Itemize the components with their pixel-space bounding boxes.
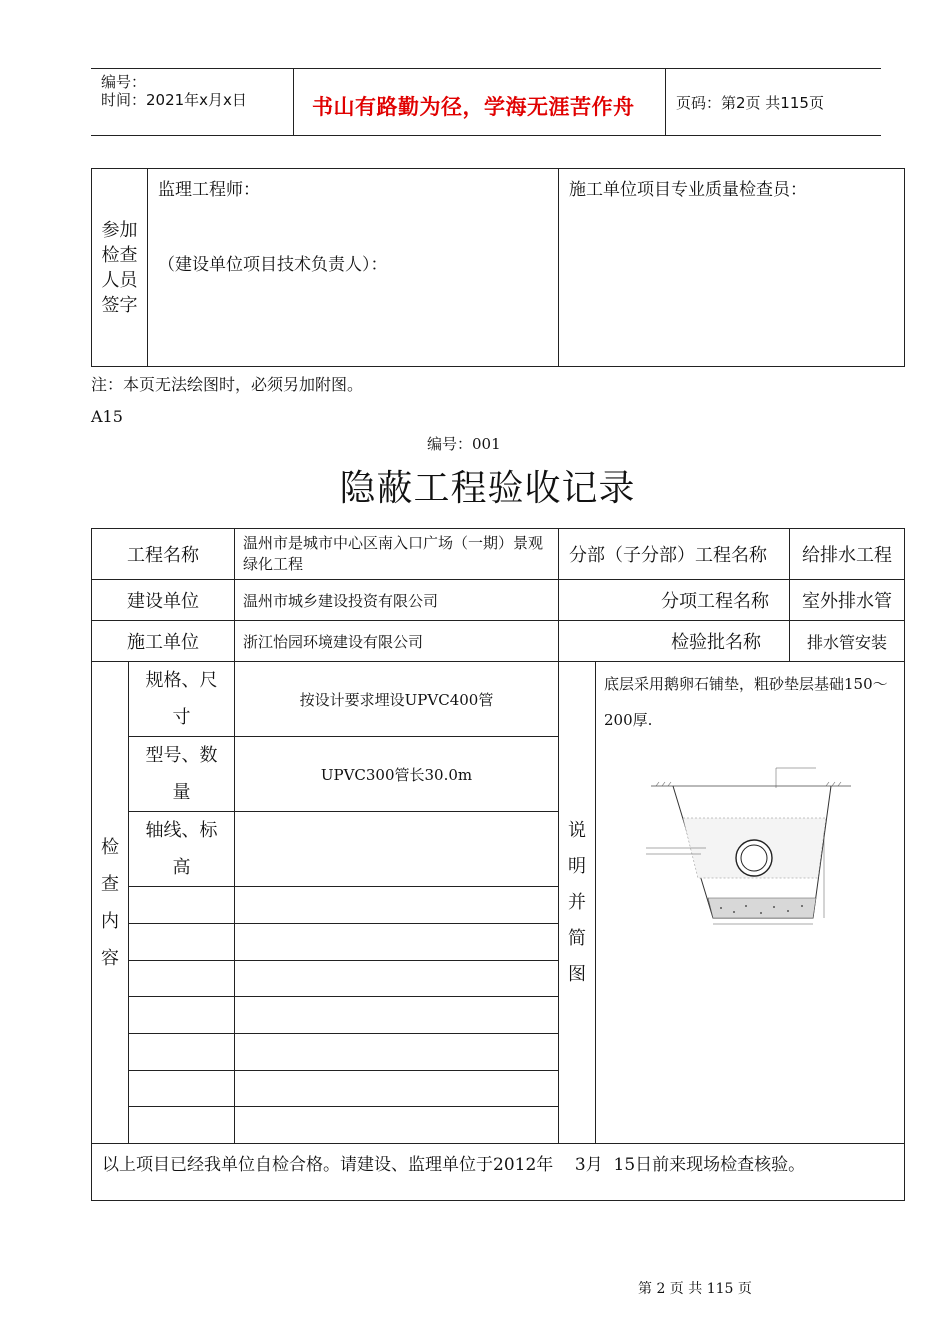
explain-cell bbox=[596, 662, 905, 1144]
inspect-empty-cell bbox=[129, 1034, 235, 1071]
contractor-inspector-label: 施工单位项目专业质量检查员： bbox=[569, 180, 807, 200]
form-code: A15 bbox=[91, 407, 123, 426]
project-name-label: 工程名称 bbox=[92, 529, 235, 580]
inspect-empty-cell bbox=[129, 997, 235, 1034]
inspect-empty-cell bbox=[235, 961, 559, 997]
inspect-row-label: 型号、数量 bbox=[129, 737, 235, 812]
inspect-empty-cell bbox=[129, 924, 235, 961]
header-top-rule bbox=[91, 68, 881, 69]
inspect-empty-cell bbox=[129, 961, 235, 997]
page-label: 页码：第2页 共115页 bbox=[676, 94, 824, 112]
subdivision-value: 给排水工程 bbox=[790, 529, 905, 580]
header-divider-left bbox=[293, 68, 294, 135]
self-check-statement: 以上项目已经我单位自检合格。请建设、监理单位于2012年 3月 15日前来现场检查核验。 bbox=[92, 1144, 905, 1201]
batch-label: 检验批名称 bbox=[559, 621, 790, 662]
doc-title: 隐蔽工程验收记录 bbox=[339, 468, 636, 509]
batch-value: 排水管安装 bbox=[790, 621, 905, 662]
page-note: 注：本页无法绘图时，必须另加附图。 bbox=[91, 375, 364, 394]
owner-tech-label: （建设单位项目技术负责人）： bbox=[158, 255, 388, 275]
inspect-empty-cell bbox=[235, 1107, 559, 1144]
inspect-row-value: 按设计要求埋设UPVC400管 bbox=[235, 662, 559, 737]
inspect-empty-cell bbox=[235, 997, 559, 1034]
gravel-bed bbox=[708, 898, 816, 918]
inspect-empty-cell bbox=[129, 1107, 235, 1144]
supervisor-cell bbox=[148, 169, 559, 367]
pipe-inner bbox=[741, 845, 767, 871]
header-bottom-rule bbox=[91, 135, 881, 136]
inspect-empty-cell bbox=[235, 1071, 559, 1107]
subdivision-label: 分部（子分部）工程名称 bbox=[559, 529, 790, 580]
record-table bbox=[91, 528, 905, 1201]
header-motto: 书山有路勤为径，学海无涯苦作舟 bbox=[312, 95, 635, 119]
inspect-empty-cell bbox=[129, 887, 235, 924]
trench-section-diagram bbox=[646, 758, 856, 928]
contractor-value: 浙江怡园环境建设有限公司 bbox=[235, 621, 559, 662]
contractor-label: 施工单位 bbox=[92, 621, 235, 662]
inspect-row-value bbox=[235, 812, 559, 887]
doc-number: 编号：001 bbox=[427, 435, 501, 453]
explain-section-label: 说明并简图 bbox=[568, 819, 586, 985]
inspect-row-value: UPVC300管长30.0m bbox=[235, 737, 559, 812]
sign-table bbox=[91, 168, 905, 367]
inspect-section-label: 检查内容 bbox=[101, 836, 119, 969]
ground-hatch bbox=[656, 782, 841, 786]
project-name-value: 温州市是城市中心区南入口广场（一期）景观绿化工程 bbox=[235, 529, 559, 580]
inspect-row-label: 轴线、标高 bbox=[129, 812, 235, 887]
inspect-row-label: 规格、尺寸 bbox=[129, 662, 235, 737]
owner-value: 温州市城乡建设投资有限公司 bbox=[235, 580, 559, 621]
time-label: 时间：2021年x月x日 bbox=[101, 91, 247, 109]
item-label: 分项工程名称 bbox=[559, 580, 790, 621]
supervisor-label: 监理工程师： bbox=[158, 180, 260, 200]
sign-row-label-cell bbox=[92, 169, 148, 367]
inspect-empty-cell bbox=[235, 887, 559, 924]
explain-section-cell bbox=[559, 662, 596, 1144]
owner-label: 建设单位 bbox=[92, 580, 235, 621]
explain-text: 底层采用鹅卵石铺垫，粗砂垫层基础150～200厚. bbox=[604, 675, 888, 729]
inspect-empty-cell bbox=[235, 924, 559, 961]
contractor-inspector-cell bbox=[559, 169, 905, 367]
inspect-empty-cell bbox=[129, 1071, 235, 1107]
sign-row-label: 参加检查人员签字 bbox=[101, 219, 138, 316]
item-value: 室外排水管 bbox=[790, 580, 905, 621]
inspect-section-cell bbox=[92, 662, 129, 1144]
serial-label: 编号： bbox=[101, 73, 147, 91]
inspect-empty-cell bbox=[235, 1034, 559, 1071]
page-footer: 第 2 页 共 115 页 bbox=[638, 1281, 752, 1297]
header-divider-right bbox=[665, 68, 666, 135]
